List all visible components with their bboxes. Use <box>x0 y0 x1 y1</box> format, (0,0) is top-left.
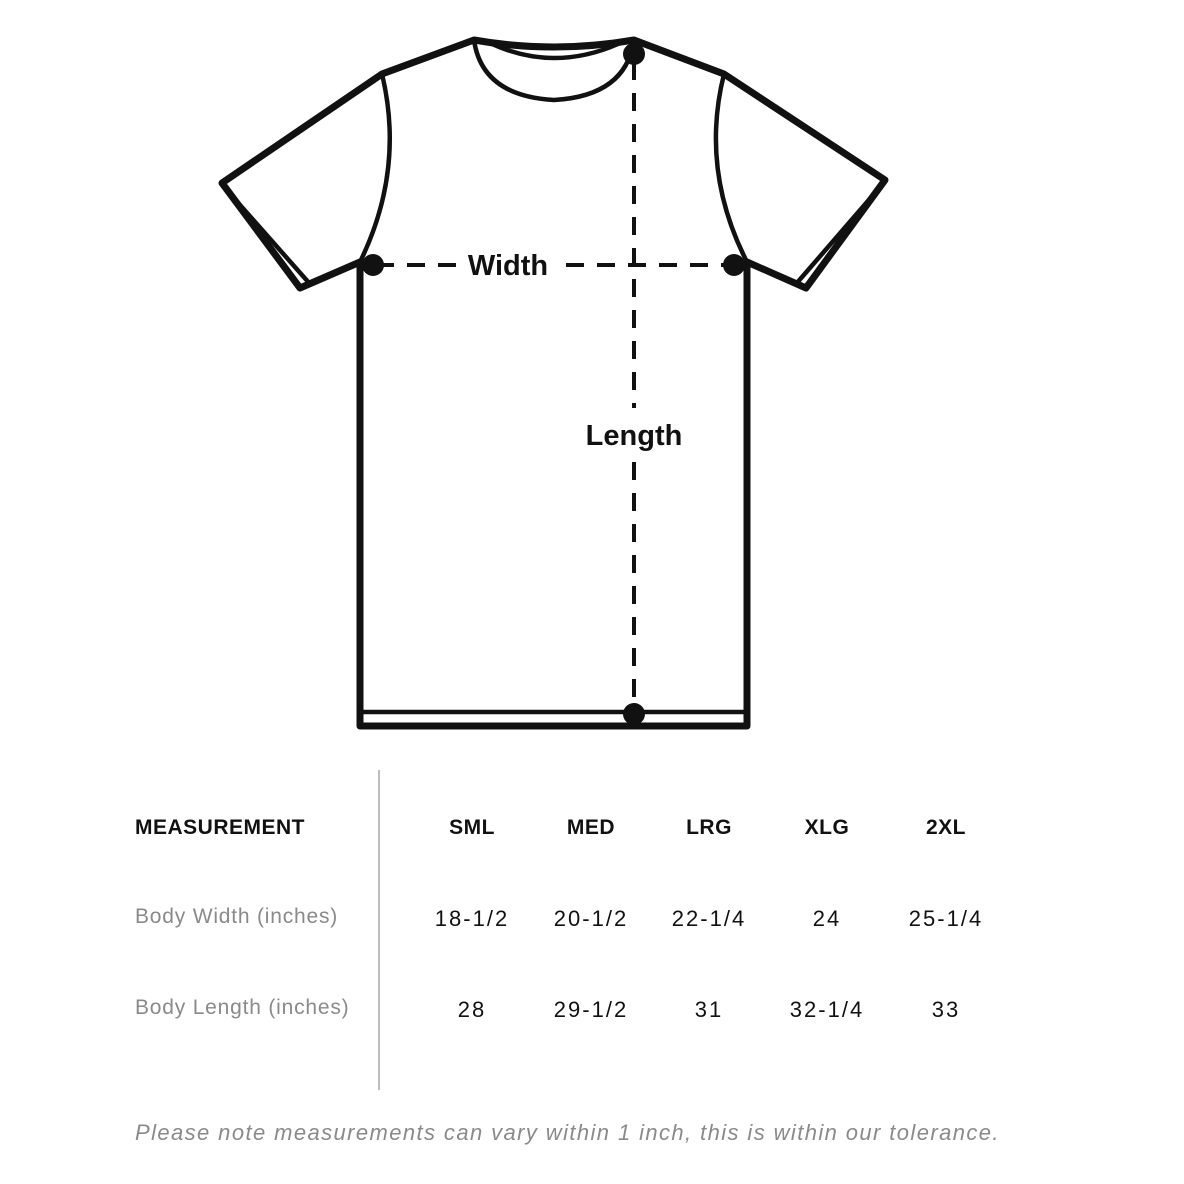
body-width-2xl: 25-1/4 <box>908 906 984 931</box>
width-label: Width <box>467 250 549 282</box>
row-label-body-length: Body Length (inches) <box>135 996 350 1019</box>
size-chart-table <box>0 760 1184 1100</box>
size-header-med: MED <box>566 816 616 839</box>
left-sleeve-hem <box>232 196 310 284</box>
left-sleeve-seam <box>360 74 390 262</box>
width-point-left <box>362 254 384 276</box>
right-sleeve-hem <box>796 194 874 284</box>
length-label: Length <box>585 420 683 452</box>
body-length-2xl: 33 <box>931 997 961 1022</box>
size-header-lrg: LRG <box>686 816 732 839</box>
size-header-sml: SML <box>449 816 495 839</box>
size-header-xlg: XLG <box>804 816 850 839</box>
measurement-header: MEASUREMENT <box>135 816 306 839</box>
right-sleeve-seam <box>716 74 747 262</box>
width-point-right <box>723 254 745 276</box>
tolerance-note: Please note measurements can vary within 1 inch, this is within our tolerance. <box>135 1120 1000 1145</box>
body-width-sml: 18-1/2 <box>434 906 510 931</box>
tshirt-outline <box>222 40 885 726</box>
body-width-lrg: 22-1/4 <box>671 906 747 931</box>
row-label-body-width: Body Width (inches) <box>135 905 339 928</box>
body-length-lrg: 31 <box>694 997 724 1022</box>
body-width-xlg: 24 <box>812 906 842 931</box>
body-width-med: 20-1/2 <box>553 906 629 931</box>
length-point-top <box>623 43 645 65</box>
body-length-med: 29-1/2 <box>553 997 629 1022</box>
length-point-bottom <box>623 703 645 725</box>
body-length-sml: 28 <box>457 997 487 1022</box>
table-divider <box>378 770 380 1090</box>
body-length-xlg: 32-1/4 <box>789 997 865 1022</box>
size-header-2xl: 2XL <box>925 816 966 839</box>
